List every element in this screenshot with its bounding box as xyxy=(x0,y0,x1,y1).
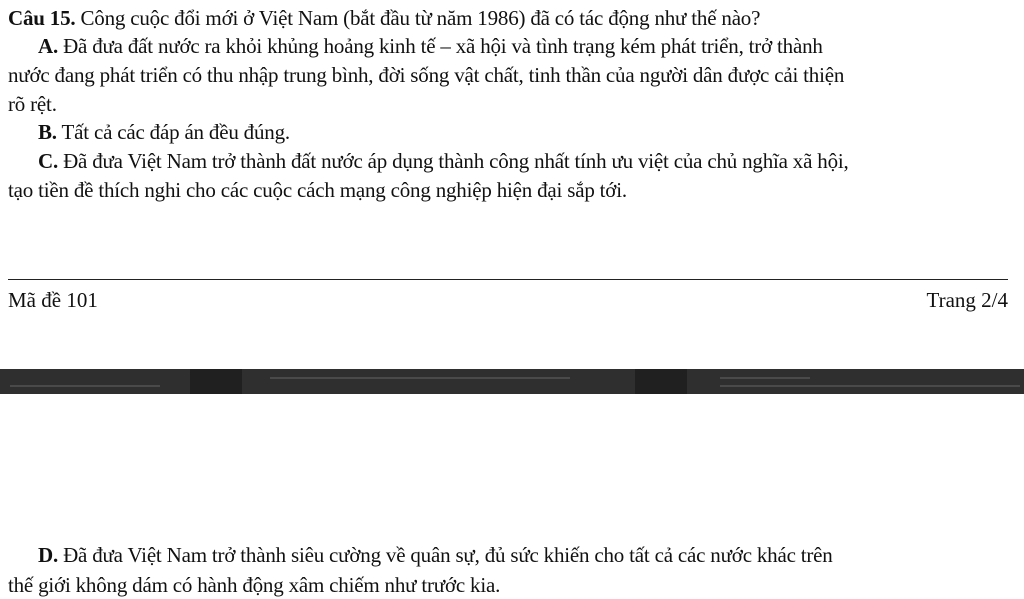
option-c-label: C. xyxy=(38,149,59,173)
option-d-line-1 xyxy=(38,541,833,569)
band-shade xyxy=(635,369,687,394)
option-a-line-3: rõ rệt. xyxy=(8,92,57,116)
page-number: Trang 2/4 xyxy=(926,288,1008,312)
option-a-line-1 xyxy=(38,32,823,60)
option-d-line-2: thế giới không dám có hành động xâm chiếm như trước kia. xyxy=(8,573,501,597)
option-c-line-2: tạo tiền đề thích nghi cho các cuộc cách mạng công nghiệp hiện đại sắp tới. xyxy=(8,178,627,202)
option-b-label: B. xyxy=(38,120,57,144)
option-b-line-1 xyxy=(38,118,290,146)
option-c-line-1 xyxy=(38,147,849,175)
page-lower xyxy=(0,394,1024,598)
option-d-text-1: Đã đưa Việt Nam trở thành siêu cường về quân sự, đủ sức khiến cho tất cả các nước khác trên xyxy=(58,543,833,567)
option-c-text-1: Đã đưa Việt Nam trở thành đất nước áp dụng thành công nhất tính ưu việt của chủ nghĩa xã hội, xyxy=(58,149,849,173)
band-ghost-text xyxy=(720,377,810,379)
band-ghost-text xyxy=(270,377,570,379)
band-ghost-text xyxy=(10,385,160,387)
question-number: Câu 15. xyxy=(8,6,76,30)
option-a-label: A. xyxy=(38,34,59,58)
band-ghost-text xyxy=(720,385,1020,387)
option-d-label: D. xyxy=(38,543,59,567)
option-a-text-1: Đã đưa đất nước ra khỏi khủng hoảng kinh tế – xã hội và tình trạng kém phát triển, trở thành xyxy=(58,34,823,58)
question-text: Công cuộc đổi mới ở Việt Nam (bắt đầu từ năm 1986) đã có tác động như thế nào? xyxy=(75,6,761,30)
question-line xyxy=(8,4,760,32)
option-a-line-2: nước đang phát triển có thu nhập trung bình, đời sống vật chất, tinh thần của người dân được cải thiện xyxy=(8,63,845,87)
exam-code: Mã đề 101 xyxy=(8,288,98,312)
footer-divider xyxy=(8,279,1008,280)
option-b-text-1: Tất cả các đáp án đều đúng. xyxy=(56,120,290,144)
page-break-band xyxy=(0,369,1024,394)
band-shade xyxy=(190,369,242,394)
